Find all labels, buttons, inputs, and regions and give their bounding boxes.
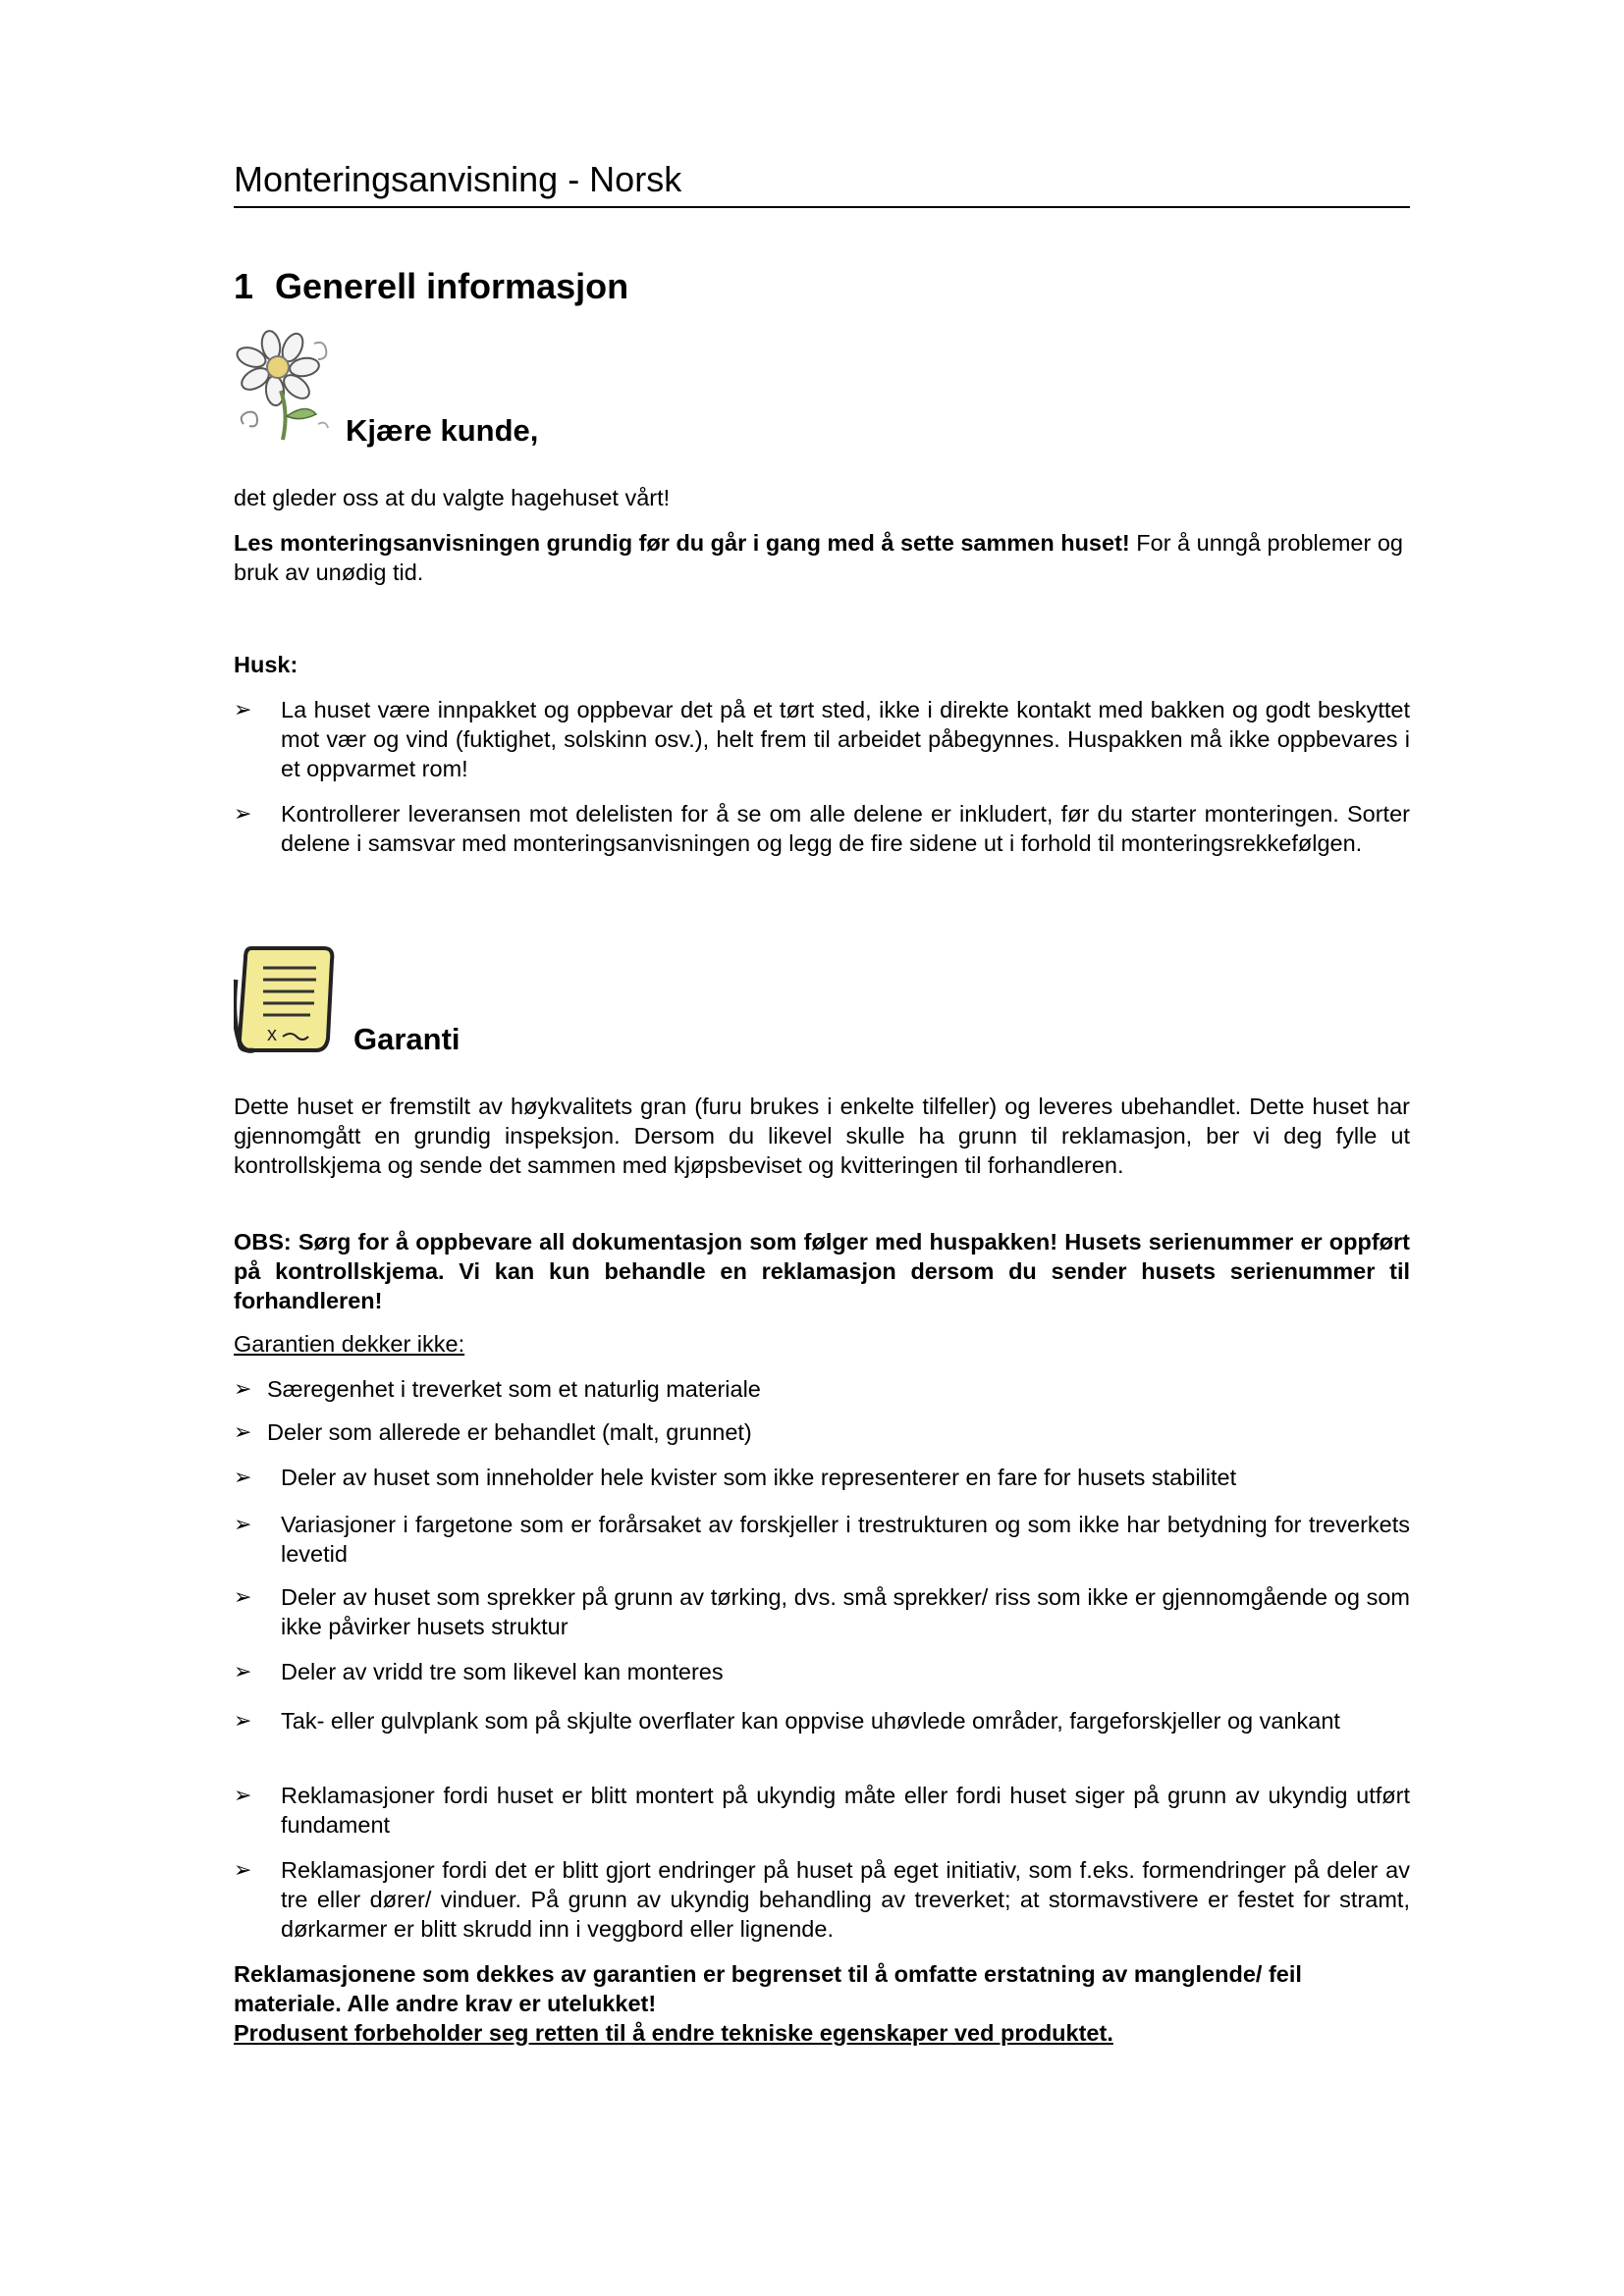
svg-text:x: x xyxy=(267,1024,277,1045)
arrow-bullet-icon: ➢ xyxy=(234,1857,252,1882)
garanti-item-7: Tak- eller gulvplank som på skjulte overflater kan oppvise uhøvlede områder, fargeforskjeller og vankant xyxy=(281,1708,1340,1734)
garanti-item-8: Reklamasjoner fordi huset er blitt montert på ukyndig måte eller fordi huset siger på grunn av ukyndig utført fundament xyxy=(281,1783,1410,1838)
closing-paragraph: Reklamasjonene som dekkes av garantien er begrenset til å omfatte erstatning av manglende/ feil materiale. Alle andre krav er utelukket! xyxy=(234,1961,1302,2016)
garanti-item-3: Deler av huset som inneholder hele kvister som ikke representerer en fare for husets stabilitet xyxy=(281,1465,1237,1490)
arrow-bullet-icon: ➢ xyxy=(234,1376,252,1401)
page-header: Monteringsanvisning - Norsk xyxy=(234,157,1410,208)
obs-paragraph: OBS: Sørg for å oppbevare all dokumentasjon som følger med huspakken! Husets serienummer er oppført på kontrollskjema. Vi kan kun behandle en reklamasjon dersom du sender husets serienummer til forhandleren! xyxy=(234,1229,1410,1313)
garanti-item-4: Variasjoner i fargetone som er forårsaket av forskjeller i trestrukturen og som ikke har betydning for treverkets levetid xyxy=(281,1512,1410,1567)
arrow-bullet-icon: ➢ xyxy=(234,1783,252,1807)
flower-icon xyxy=(234,330,336,444)
garanti-title: Garanti xyxy=(353,1022,460,1056)
arrow-bullet-icon: ➢ xyxy=(234,1419,252,1444)
document-icon xyxy=(234,940,342,1058)
garanti-item-2: Deler som allerede er behandlet (malt, grunnet) xyxy=(267,1419,752,1445)
arrow-bullet-icon: ➢ xyxy=(234,1584,252,1609)
section-heading xyxy=(234,265,628,308)
husk-item-2: Kontrollerer leveransen mot delelisten for å se om alle delene er inkludert, før du starter monteringen. Sorter delene i samsvar med monteringsanvisningen og legg de fire sidene ut i forhold til monteringsrekkefølgen. xyxy=(281,801,1410,856)
arrow-bullet-icon: ➢ xyxy=(234,1512,252,1536)
garanti-item-1: Særegenhet i treverket som et naturlig materiale xyxy=(267,1376,761,1402)
arrow-bullet-icon: ➢ xyxy=(234,801,252,826)
section-title: Generell informasjon xyxy=(275,266,629,306)
greeting-title: Kjære kunde, xyxy=(346,413,539,448)
closing-disclaimer: Produsent forbeholder seg retten til å endre tekniske egenskaper ved produktet. xyxy=(234,2020,1113,2046)
garanti-item-9: Reklamasjoner fordi det er blitt gjort endringer på huset på eget initiativ, som f.eks. formendringer på deler av tre eller dører/ vinduer. På grunn av ukyndig behandling av treverket; at stormavstivere er festet for stramt, dørkarmer er blitt skrudd inn i veggbord eller lignende. xyxy=(281,1857,1410,1942)
intro-bold: Les monteringsanvisningen grundig før du går i gang med å sette sammen huset! xyxy=(234,530,1130,556)
garanti-paragraph: Dette huset er fremstilt av høykvalitets gran (furu brukes i enkelte tilfeller) og leveres ubehandlet. Dette huset har gjennomgått en grundig inspeksjon. Dersom du likevel skulle ha grunn til reklamasjon, ber vi deg fylle ut kontrollskjema og sende det sammen med kjøpsbeviset og kvitteringen til forhandleren. xyxy=(234,1094,1410,1178)
section-number: 1 xyxy=(234,266,254,306)
arrow-bullet-icon: ➢ xyxy=(234,1465,252,1489)
greeting-line: det gleder oss at du valgte hagehuset vårt! xyxy=(234,485,671,510)
intro-paragraph xyxy=(234,528,1410,587)
intro-rest: For å unngå problemer og bruk av unødig tid. xyxy=(234,530,1403,585)
arrow-bullet-icon: ➢ xyxy=(234,1708,252,1733)
husk-item-1: La huset være innpakket og oppbevar det på et tørt sted, ikke i direkte kontakt med bakken og godt beskyttet mot vær og vind (fuktighet, solskinn osv.), helt frem til arbeidet påbegynnes. Huspakken må ikke oppbevares i et oppvarmet rom! xyxy=(281,697,1410,781)
garanti-item-6: Deler av vridd tre som likevel kan monteres xyxy=(281,1659,724,1684)
husk-title: Husk: xyxy=(234,652,298,677)
arrow-bullet-icon: ➢ xyxy=(234,1659,252,1683)
arrow-bullet-icon: ➢ xyxy=(234,697,252,721)
not-covered-label: Garantien dekker ikke: xyxy=(234,1331,465,1357)
garanti-item-5: Deler av huset som sprekker på grunn av tørking, dvs. små sprekker/ riss som ikke er gjennomgående og som ikke påvirker husets struktur xyxy=(281,1584,1410,1639)
